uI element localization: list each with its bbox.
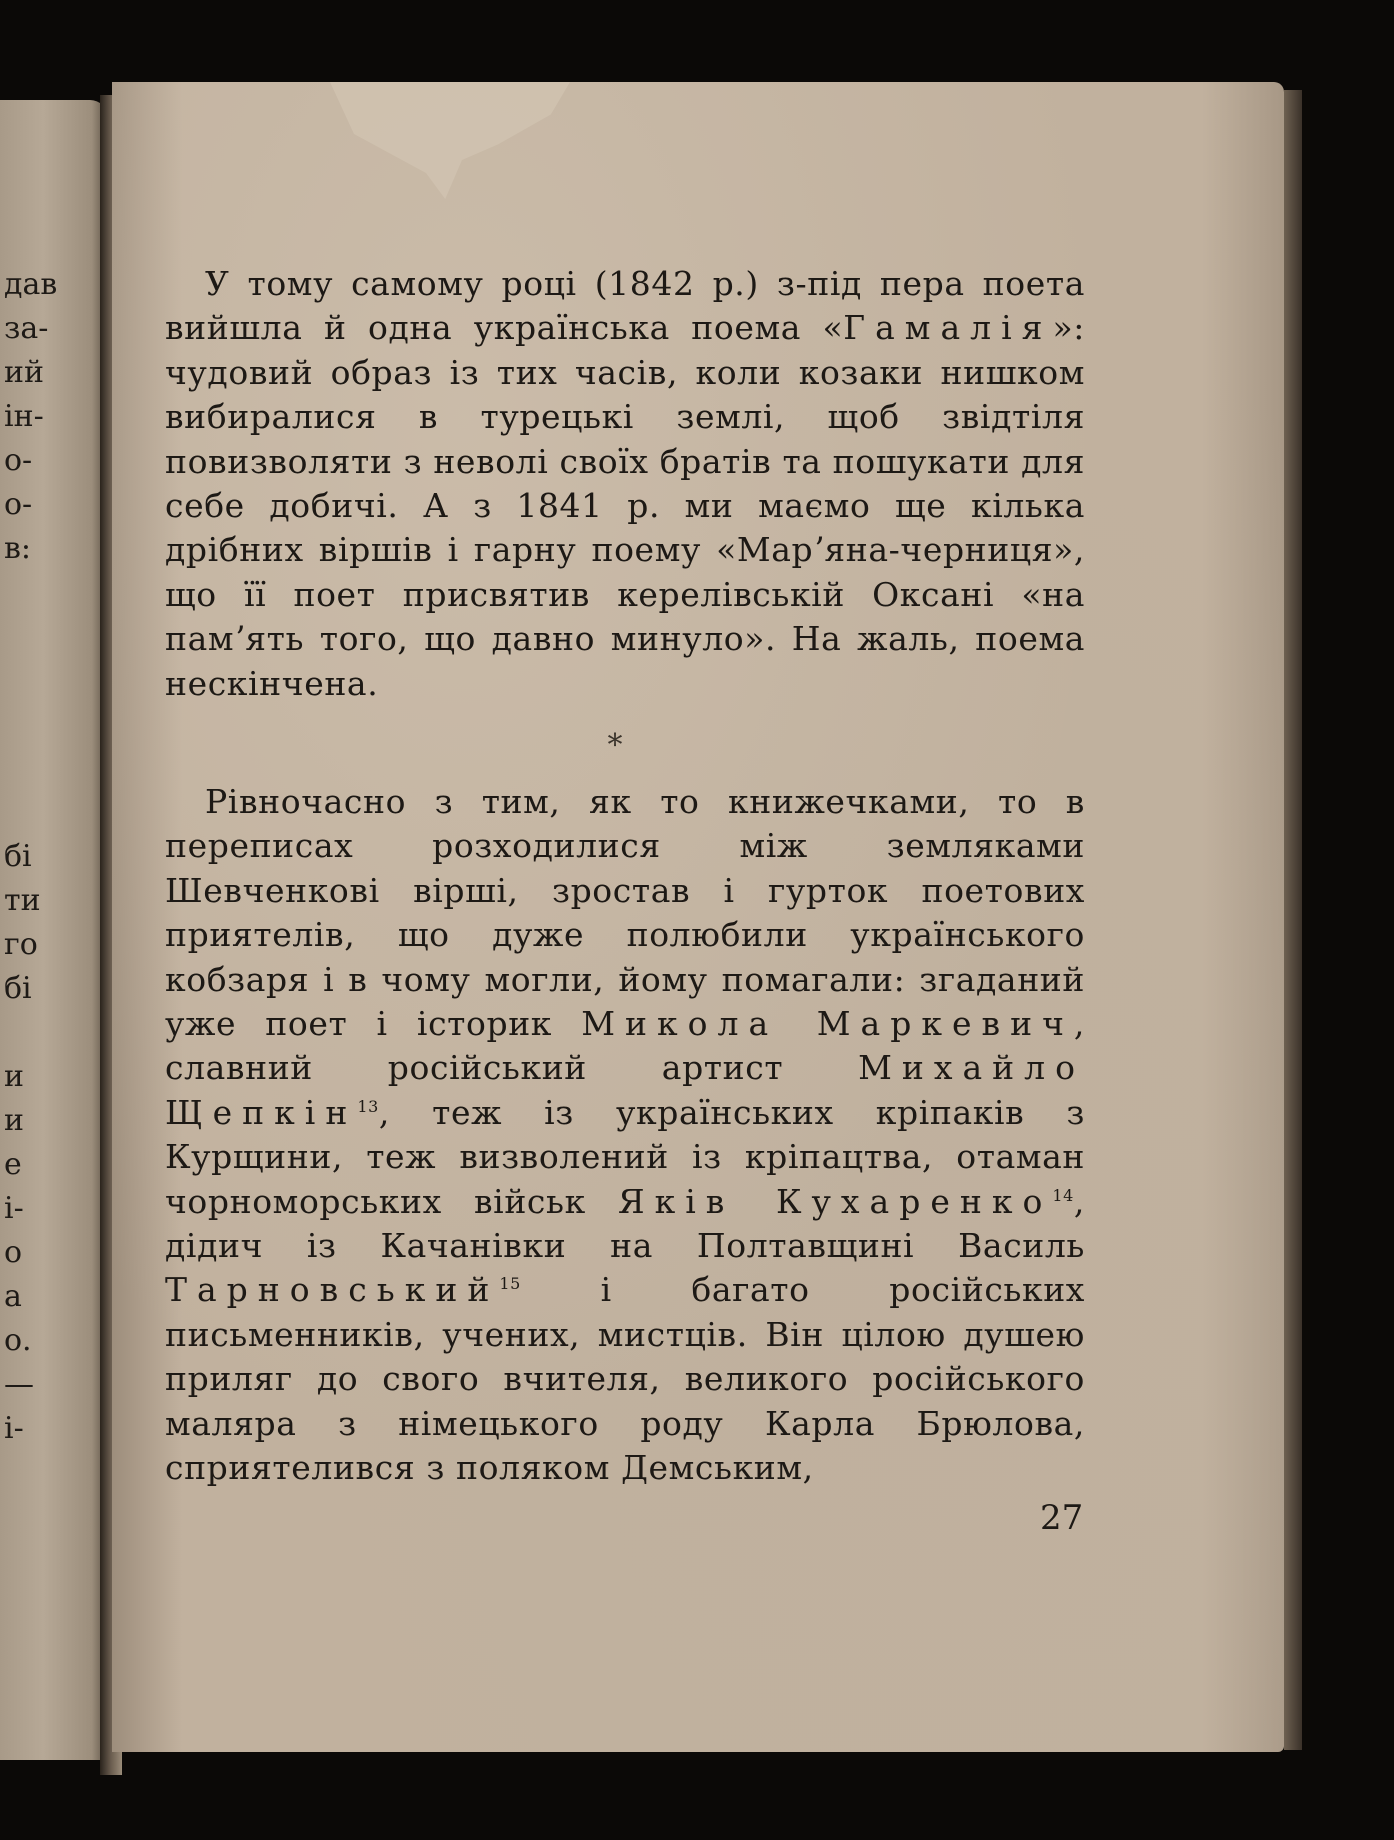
page-number: 27 [1040, 1498, 1084, 1538]
left-fragment: і- [4, 1191, 24, 1226]
left-fragment: ін- [4, 399, 44, 434]
name-kukharenko: Яків Кухаренко [617, 1181, 1053, 1221]
left-fragment: дав [4, 267, 58, 302]
left-fragment: в: [4, 531, 31, 566]
paragraph-2-seg2: , славний російський артист [165, 1004, 1085, 1088]
left-fragment: а [4, 1279, 22, 1314]
left-fragment: — [4, 1367, 34, 1402]
name-shchepkin: Михайло Щепкін [165, 1048, 1085, 1132]
left-fragment: і- [4, 1411, 24, 1446]
paragraph-2 [165, 780, 1085, 1491]
footnote-ref-15: 15 [499, 1274, 521, 1294]
left-fragment: го [4, 927, 38, 962]
paragraph-2-seg1: Рівночасно з тим, як то книжечками, то в переписах розходилися між земляками Шевченкові вірші, зростав і гурток поетових приятелів, що дуже полюбили українського кобзаря і в чому могли, йому помагали: згаданий уже поет і історик [165, 782, 1085, 1044]
footnote-ref-13: 13 [357, 1096, 379, 1116]
paragraph-1 [165, 262, 1085, 706]
left-page-edge [0, 100, 108, 1760]
paragraph-1-text [165, 262, 1085, 706]
page-edge-shadow [1284, 90, 1302, 1750]
left-fragment: и [4, 1103, 24, 1138]
name-tarnovsky: Тарновський [165, 1270, 500, 1310]
paragraph-2-text [165, 780, 1085, 1491]
paragraph-1-start: У тому самому році (1842 р.) з-під пера поета вийшла й одна українська поема « [165, 264, 1085, 348]
left-fragment: е [4, 1147, 22, 1182]
paragraph-2-seg3: , теж із українських кріпаків з Курщини, теж визволений із кріпацтва, отаман чорноморських військ [165, 1092, 1085, 1221]
left-fragment: за- [4, 311, 49, 346]
left-fragment: о- [4, 487, 33, 522]
left-fragment: ти [4, 883, 41, 918]
left-fragment: о. [4, 1323, 32, 1358]
name-markevych: Микола Маркевич [581, 1004, 1074, 1044]
left-fragment: бі [4, 971, 32, 1006]
paragraph-2-seg5: і багато російських письменників, учених, мистців. Він цілою душею приляг до свого вчителя, великого російського маляра з німецького роду Карла Брюлова, сприятелився з поляком Демським, [165, 1270, 1085, 1488]
left-fragment: и [4, 1059, 24, 1094]
footnote-ref-14: 14 [1052, 1185, 1074, 1205]
left-fragment: о [4, 1235, 23, 1270]
section-separator: * [607, 728, 623, 763]
left-fragment: бі [4, 839, 32, 874]
paragraph-2-seg4: , дідич із Качанівки на Полтавщині Василь [165, 1181, 1085, 1266]
left-fragment: ий [4, 355, 44, 390]
paragraph-1-rest: »: чудовий образ із тих часів, коли козаки нишком вибиралися в турецькі землі, щоб звідтіля повизволяти з неволі своїх братів та пошукати для себе добичі. А з 1841 р. ми маємо ще кілька дрібних віршів і гарну поему «Марʼяна-черниця», що її поет присвятив керелівській Оксані «на памʼять того, що давно минуло». На жаль, поема нескінчена. [165, 308, 1085, 703]
poem-title-spaced: Гамалія [843, 308, 1053, 348]
left-fragment: о- [4, 443, 33, 478]
